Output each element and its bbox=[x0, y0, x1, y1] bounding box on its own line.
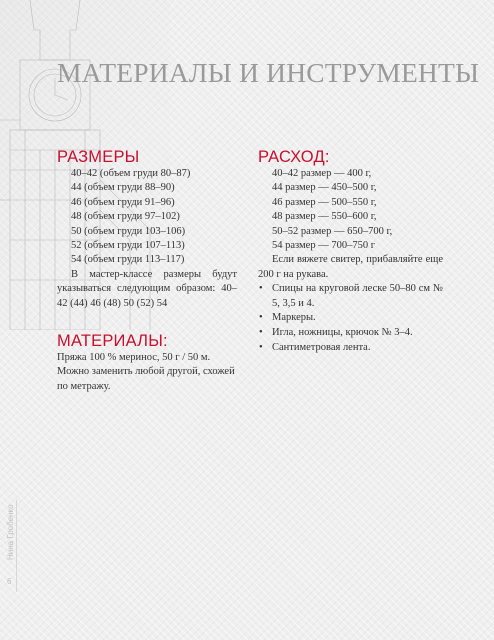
tools-list bbox=[258, 282, 443, 355]
materials-section bbox=[57, 331, 237, 394]
materials-text: Пряжа 100 % меринос, 50 г / 50 м. Можно заменить любой другой, схожей по метражу. bbox=[57, 352, 235, 392]
consumption-list bbox=[258, 167, 443, 253]
right-column bbox=[258, 147, 443, 355]
consumption-item: 40–42 размер — 400 г, bbox=[272, 168, 372, 179]
consumption-item: 44 размер — 450–500 г, bbox=[272, 182, 377, 194]
sizes-heading: РАЗМЕРЫ bbox=[57, 148, 140, 166]
materials-heading: МАТЕРИАЛЫ: bbox=[57, 332, 168, 351]
tool-item-text: Спицы на круговой леске 50–80 см № 5, 3,5 и 4. bbox=[272, 283, 443, 309]
bullet-icon: • bbox=[259, 312, 263, 324]
page-title: МАТЕРИАЛЫ И ИНСТРУМЕНТЫ bbox=[57, 57, 480, 88]
sizes-list bbox=[57, 167, 237, 268]
author-credit bbox=[6, 500, 20, 570]
consumption-item: 50–52 размер — 650–700 г, bbox=[272, 225, 393, 237]
sizes-note: В мастер-классе размеры будут указываться следующим образом: 40–42 (44) 46 (48) 50 (52) 54 bbox=[57, 268, 237, 309]
page-number: 6 bbox=[7, 577, 12, 586]
size-item: 50 (объем груди 103–106) bbox=[71, 225, 186, 237]
left-column bbox=[57, 147, 237, 394]
consumption-item: 48 размер — 550–600 г, bbox=[272, 211, 377, 223]
consumption-item: 54 размер — 700–750 г bbox=[272, 240, 376, 252]
tool-item bbox=[258, 311, 443, 326]
tool-item bbox=[258, 326, 443, 341]
consumption-note: Если вяжете свитер, прибавляйте еще 200 г на рукава. bbox=[258, 254, 443, 280]
size-item: 46 (объем груди 91–96) bbox=[71, 196, 175, 208]
consumption-item: 46 размер — 500–550 г, bbox=[272, 196, 377, 208]
size-item: 48 (объем груди 97–102) bbox=[71, 211, 180, 223]
size-item: 40–42 (объем груди 80–87) bbox=[71, 168, 191, 179]
consumption-heading: РАСХОД: bbox=[258, 148, 330, 166]
tool-item bbox=[258, 341, 443, 356]
bullet-icon: • bbox=[259, 327, 263, 339]
tool-item bbox=[258, 282, 443, 311]
size-item: 44 (объем груди 88–90) bbox=[71, 182, 175, 194]
size-item: 54 (объем груди 113–117) bbox=[71, 254, 185, 266]
tool-item-text: Игла, ножницы, крючок № 3–4. bbox=[272, 327, 413, 339]
tool-item-text: Маркеры. bbox=[272, 312, 316, 324]
author-name: Нина Гробенко bbox=[6, 504, 15, 560]
bullet-icon: • bbox=[259, 283, 263, 295]
bullet-icon: • bbox=[259, 341, 263, 353]
size-item: 52 (объем груди 107–113) bbox=[71, 240, 185, 252]
tool-item-text: Сантиметровая лента. bbox=[272, 341, 371, 353]
